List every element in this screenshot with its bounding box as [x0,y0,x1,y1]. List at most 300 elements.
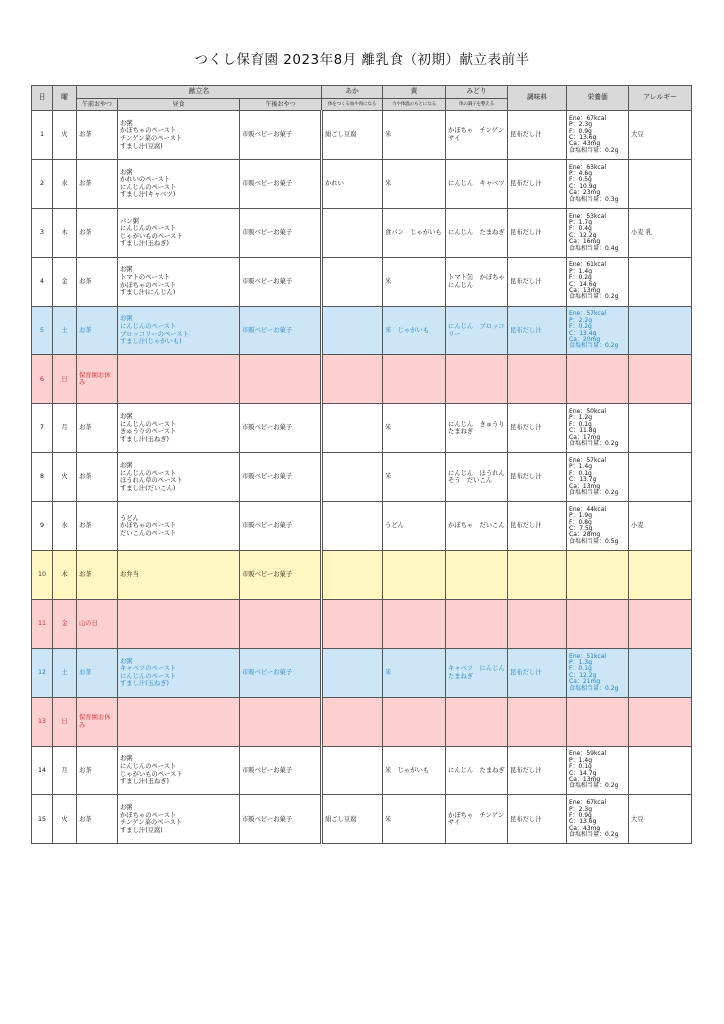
allergy-cell [629,355,692,404]
yellow-cell [383,355,446,404]
nutrition-item: F：0.5g [569,176,592,184]
lunch-item: お粥 [120,804,133,812]
red-cell [322,697,383,746]
lunch-item: お粥 [120,315,133,323]
lunch-item: かぼちゃのペースト [120,127,177,135]
table-row [32,697,692,746]
weekday-cell: 月 [53,404,77,453]
lunch-item: トマトのペースト [120,274,171,282]
nutrition-item: Ene：57kcal [569,310,607,318]
header-day: 日 [32,86,53,111]
seasoning-cell: 昆布だし汁 [508,502,567,551]
lunch-item: ブロッコリーのペースト [120,330,189,338]
nutrition-item: P：1.4g [569,756,593,764]
nutrition-cell [567,306,629,355]
green-cell [446,648,508,697]
lunch-item: かぼちゃのペースト [120,522,177,530]
header-nutrition: 栄養価 [567,86,629,111]
nutrition-item: F：0.4g [569,225,592,233]
lunch-item: にんじんのペースト [120,322,177,330]
nutrition-item: Ca：17mg [569,433,601,441]
lunch-item: すまし汁(豆腐) [120,827,163,834]
nutrition-item: P：1.4g [569,267,593,275]
nutrition-item: C：14.7g [569,769,597,777]
green-item: にんじん [448,281,474,289]
day-cell: 8 [32,453,53,502]
yellow-cell: 米 [383,404,446,453]
allergy-cell: 大豆 [629,111,692,160]
yellow-cell: 米 [383,159,446,208]
lunch-item: にんじんのペースト [120,469,177,477]
lunch-item: チンゲン菜のペースト [120,134,183,142]
allergy-cell [629,404,692,453]
green-cell [446,502,508,551]
header-red: あか [322,86,383,99]
nutrition-cell [567,404,629,453]
nutrition-cell [567,697,629,746]
table-row [32,306,692,355]
pm-snack-cell [240,599,322,648]
green-cell [446,159,508,208]
lunch-cell [118,502,240,551]
nutrition-item: Ca：13mg [569,775,601,783]
allergy-cell [629,551,692,600]
nutrition-item: Ene：57kcal [569,456,607,464]
seasoning-cell: 昆布だし汁 [508,746,567,795]
lunch-item: すまし汁(だいこん) [120,484,176,492]
red-cell: かれい [322,159,383,208]
green-cell [446,257,508,306]
day-cell: 7 [32,404,53,453]
nutrition-cell [567,355,629,404]
red-cell [322,208,383,257]
lunch-item: すまし汁(玉ねぎ) [120,240,169,248]
weekday-cell: 金 [53,599,77,648]
lunch-item: にんじんのペースト [120,183,177,191]
lunch-cell [118,111,240,160]
nutrition-item: Ene：67kcal [569,114,607,122]
weekday-cell: 日 [53,355,77,404]
weekday-cell: 土 [53,648,77,697]
am-snack-cell: お茶 [77,159,118,208]
nutrition-item: Ca：21mg [569,678,601,686]
weekday-cell: 土 [53,306,77,355]
menu-body [32,111,692,844]
lunch-cell [118,208,240,257]
lunch-item: かぼちゃのペースト [120,811,177,819]
green-cell [446,599,508,648]
header-am-snack: 午前おやつ [77,99,118,111]
nutrition-item: Ca：28mg [569,531,601,539]
green-item: にんじん きゅうり [448,420,505,428]
nutrition-item: C：10.9g [569,182,597,190]
table-row [32,648,692,697]
nutrition-item: 食塩相当量：0.2g [569,342,619,350]
am-snack-cell: お茶 [77,795,118,844]
seasoning-cell [508,551,567,600]
lunch-item: お弁当 [120,571,139,579]
green-cell [446,111,508,160]
lunch-item: にんじんのペースト [120,225,177,233]
header-green: みどり [446,86,508,99]
page-title: つくし保育園 2023年8月 離乳食（初期）献立表前半 [194,52,530,68]
header-allergy: アレルギー [629,86,692,111]
nutrition-item: Ca：13mg [569,482,601,490]
am-snack-cell: 保育園お休み [77,355,118,404]
green-item: かぼちゃ チンゲン [448,811,505,819]
lunch-item: すまし汁(玉ねぎ) [120,680,169,688]
green-item: かぼちゃ チンゲン [448,127,505,135]
seasoning-cell: 昆布だし汁 [508,111,567,160]
seasoning-cell [508,599,567,648]
yellow-cell: 米 [383,257,446,306]
nutrition-item: C：13.6g [569,818,597,826]
allergy-cell [629,159,692,208]
pm-snack-cell: 市販ベビーお菓子 [240,502,322,551]
nutrition-item: F：0.9g [569,127,592,135]
green-item: サイ [448,819,461,827]
nutrition-cell [567,257,629,306]
nutrition-item: Ene：44kcal [569,505,607,513]
green-item: かぼちゃ だいこん [448,522,505,530]
nutrition-cell [567,599,629,648]
green-item: リー [448,330,461,338]
am-snack-cell: 保育園お休み [77,697,118,746]
lunch-item: お粥 [120,755,133,763]
red-cell [322,599,383,648]
lunch-item: すまし汁(じゃがいも) [120,338,182,346]
green-cell [446,551,508,600]
yellow-cell: 米 [383,648,446,697]
pm-snack-cell [240,697,322,746]
green-item: にんじん キャベツ [448,180,505,188]
pm-snack-cell [240,355,322,404]
nutrition-item: Ca：13mg [569,287,601,295]
weekday-cell: 月 [53,746,77,795]
lunch-item: じゃがいものペースト [120,232,183,240]
green-item: にんじん ほうれん [448,469,505,477]
weekday-cell: 火 [53,795,77,844]
nutrition-item: P：1.2g [569,414,593,422]
nutrition-item: P：1.7g [569,218,593,226]
green-item: にんじん たまねぎ [448,228,505,236]
nutrition-item: F：0.1g [569,665,592,673]
nutrition-item: F：0.1g [569,763,592,771]
header-yellow-sub: 力や体温のもとになる [383,99,446,111]
am-snack-cell: お茶 [77,404,118,453]
weekday-cell: 火 [53,111,77,160]
pm-snack-cell: 市販ベビーお菓子 [240,551,322,600]
pm-snack-cell: 市販ベビーお菓子 [240,648,322,697]
table-row [32,111,692,160]
am-snack-cell: お茶 [77,257,118,306]
nutrition-item: 食塩相当量：0.2g [569,831,619,839]
allergy-cell: 小麦 乳 [629,208,692,257]
nutrition-item: P：1.3g [569,658,593,666]
nutrition-item: C：11.8g [569,427,597,435]
seasoning-cell: 昆布だし汁 [508,306,567,355]
lunch-item: すまし汁(にんじん) [120,289,176,297]
day-cell: 11 [32,599,53,648]
lunch-cell [118,404,240,453]
allergy-cell [629,257,692,306]
table-row [32,746,692,795]
lunch-item: お粥 [120,413,133,421]
am-snack-cell: お茶 [77,746,118,795]
day-cell: 12 [32,648,53,697]
yellow-cell: 米 じゃがいも [383,746,446,795]
nutrition-cell [567,208,629,257]
lunch-item: すまし汁(豆腐) [120,142,163,150]
weekday-cell: 日 [53,697,77,746]
table-row [32,404,692,453]
allergy-cell [629,306,692,355]
seasoning-cell: 昆布だし汁 [508,159,567,208]
nutrition-item: Ca：16mg [569,238,601,246]
green-item: たまねぎ [448,428,474,436]
nutrition-item: 食塩相当量：0.4g [569,244,619,252]
seasoning-cell [508,697,567,746]
pm-snack-cell: 市販ベビーお菓子 [240,746,322,795]
pm-snack-cell: 市販ベビーお菓子 [240,257,322,306]
nutrition-item: Ca：43mg [569,824,601,832]
yellow-cell: 米 [383,111,446,160]
nutrition-item: C：7.5g [569,525,593,533]
nutrition-item: Ene：59kcal [569,750,607,758]
green-item: たまねぎ [448,672,474,680]
weekday-cell: 木 [53,208,77,257]
lunch-cell [118,551,240,600]
pm-snack-cell: 市販ベビーお菓子 [240,795,322,844]
weekday-cell: 木 [53,551,77,600]
table-row [32,257,692,306]
seasoning-cell: 昆布だし汁 [508,648,567,697]
lunch-item: チンゲン菜のペースト [120,819,183,827]
nutrition-cell [567,746,629,795]
am-snack-cell: お茶 [77,453,118,502]
yellow-cell: 米 [383,453,446,502]
nutrition-item: C：13.6g [569,133,597,141]
pm-snack-cell: 市販ベビーお菓子 [240,453,322,502]
seasoning-cell: 昆布だし汁 [508,404,567,453]
nutrition-item: P：2.3g [569,121,593,129]
red-cell [322,502,383,551]
green-cell [446,208,508,257]
nutrition-cell [567,111,629,160]
table-row [32,599,692,648]
header-red-sub: 体をつくる血や肉になる [322,99,383,111]
nutrition-item: 食塩相当量：0.2g [569,146,619,154]
allergy-cell: 大豆 [629,795,692,844]
lunch-cell [118,355,240,404]
nutrition-item: 食塩相当量：0.2g [569,440,619,448]
nutrition-cell [567,159,629,208]
lunch-item: じゃがいものペースト [120,770,183,778]
red-cell [322,648,383,697]
nutrition-item: Ca：20mg [569,335,601,343]
header-lunch: 昼食 [118,99,240,111]
lunch-cell [118,159,240,208]
lunch-cell [118,795,240,844]
lunch-cell [118,599,240,648]
pm-snack-cell: 市販ベビーお菓子 [240,306,322,355]
nutrition-item: F：0.8g [569,518,592,526]
green-item: キャベツ にんじん [448,665,505,673]
header-weekday: 曜 [53,86,77,111]
table-row [32,502,692,551]
allergy-cell [629,599,692,648]
green-cell [446,453,508,502]
seasoning-cell [508,355,567,404]
pm-snack-cell: 市販ベビーお菓子 [240,159,322,208]
lunch-cell [118,453,240,502]
pm-snack-cell: 市販ベビーお菓子 [240,111,322,160]
lunch-item: うどん [120,514,139,522]
lunch-item: すまし汁(玉ねぎ) [120,435,169,443]
am-snack-cell: お茶 [77,208,118,257]
nutrition-item: P：2.2g [569,316,593,324]
allergy-cell [629,746,692,795]
red-cell [322,355,383,404]
lunch-item: だいこんのペースト [120,529,177,537]
red-cell [322,404,383,453]
red-cell [322,257,383,306]
lunch-item: キャベツのペースト [120,665,177,673]
nutrition-item: C：12.2g [569,671,597,679]
lunch-item: きゅうりのペースト [120,428,177,436]
nutrition-item: P：1.9g [569,512,593,520]
nutrition-item: F：0.9g [569,812,592,819]
allergy-cell [629,648,692,697]
yellow-cell [383,697,446,746]
lunch-item: お粥 [120,657,133,665]
lunch-item: かれいのペースト [120,176,171,184]
green-cell [446,697,508,746]
day-cell: 1 [32,111,53,160]
nutrition-item: P：2.3g [569,805,593,813]
green-item: トマト缶 かぼちゃ [448,274,505,282]
menu-table [31,85,692,844]
weekday-cell: 火 [53,453,77,502]
nutrition-item: 食塩相当量：0.2g [569,488,619,496]
yellow-cell [383,599,446,648]
nutrition-item: 食塩相当量：0.5g [569,537,619,545]
weekday-cell: 水 [53,159,77,208]
nutrition-item: Ene：63kcal [569,163,607,171]
lunch-cell [118,746,240,795]
green-item: にんじん ブロッコ [448,322,505,330]
lunch-item: お粥 [120,168,133,176]
day-cell: 3 [32,208,53,257]
allergy-cell [629,453,692,502]
nutrition-item: 食塩相当量：0.2g [569,293,619,301]
nutrition-cell [567,502,629,551]
day-cell: 15 [32,795,53,844]
nutrition-item: Ca：43mg [569,140,601,148]
nutrition-item: 食塩相当量：0.2g [569,782,619,790]
green-cell [446,306,508,355]
am-snack-cell: お茶 [77,648,118,697]
green-item: サイ [448,134,461,142]
day-cell: 13 [32,697,53,746]
red-cell [322,453,383,502]
nutrition-item: Ca：23mg [569,189,601,197]
header-menu-name: 献立名 [77,86,322,99]
lunch-item: すまし汁(キャベツ) [120,191,176,199]
lunch-item: すまし汁(玉ねぎ) [120,778,169,786]
red-cell [322,551,383,600]
table-row [32,795,692,844]
table-row [32,355,692,404]
nutrition-item: Ene：67kcal [569,799,607,807]
table-row [32,551,692,600]
am-snack-cell: 山の日 [77,599,118,648]
day-cell: 4 [32,257,53,306]
nutrition-item: Ene：51kcal [569,652,607,660]
red-cell: 絹ごし豆腐 [322,111,383,160]
yellow-cell [383,551,446,600]
lunch-item: パン粥 [120,217,139,225]
lunch-item: かぼちゃのペースト [120,281,177,289]
seasoning-cell: 昆布だし汁 [508,208,567,257]
yellow-cell: 米 じゃがいも [383,306,446,355]
day-cell: 2 [32,159,53,208]
lunch-item: お粥 [120,266,133,274]
nutrition-item: P：1.4g [569,463,593,471]
nutrition-item: F：0.2g [569,323,592,331]
weekday-cell: 金 [53,257,77,306]
nutrition-item: F：0.1g [569,469,592,477]
day-cell: 14 [32,746,53,795]
lunch-cell [118,697,240,746]
lunch-item: ほうれん草のペースト [120,477,183,485]
allergy-cell [629,697,692,746]
green-cell [446,795,508,844]
red-cell [322,746,383,795]
allergy-cell: 小麦 [629,502,692,551]
header-green-sub: 体の調子を整える [446,99,508,111]
am-snack-cell: お茶 [77,111,118,160]
red-cell [322,306,383,355]
nutrition-cell [567,551,629,600]
day-cell: 9 [32,502,53,551]
nutrition-item: C：14.6g [569,280,597,288]
nutrition-cell [567,453,629,502]
nutrition-item: P：4.6g [569,170,593,178]
seasoning-cell: 昆布だし汁 [508,257,567,306]
green-item: にんじん たまねぎ [448,766,505,774]
green-item: そう だいこん [448,477,493,485]
lunch-cell [118,306,240,355]
table-row [32,453,692,502]
nutrition-item: 食塩相当量：0.2g [569,684,619,692]
nutrition-item: C：12.2g [569,231,597,239]
lunch-item: にんじんのペースト [120,672,177,680]
nutrition-item: Ene：50kcal [569,408,607,416]
green-cell [446,746,508,795]
am-snack-cell: お茶 [77,551,118,600]
nutrition-item: C：13.7g [569,476,597,484]
weekday-cell: 水 [53,502,77,551]
lunch-item: にんじんのペースト [120,420,177,428]
nutrition-item: Ene：61kcal [569,261,607,269]
nutrition-item: 食塩相当量：0.3g [569,195,619,203]
day-cell: 6 [32,355,53,404]
pm-snack-cell: 市販ベビーお菓子 [240,404,322,453]
nutrition-cell [567,648,629,697]
header-pm-snack: 午後おやつ [240,99,322,111]
green-cell [446,404,508,453]
